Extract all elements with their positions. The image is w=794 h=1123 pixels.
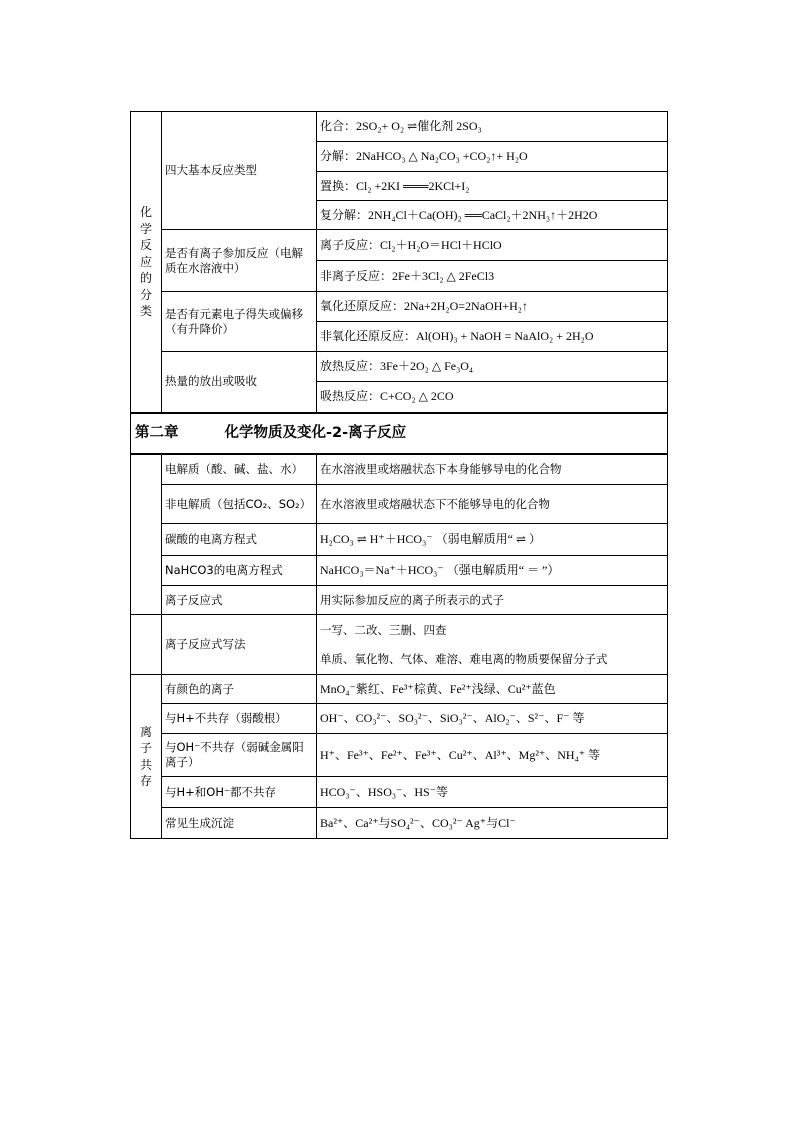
term-precipitates: 常见生成沉淀 [162, 808, 317, 839]
writing-note: 单质、氧化物、气体、难溶、难电离的物质要保留分子式 [320, 651, 608, 666]
content-oh-incompatible: H⁺、Fe³⁺、Fe²⁺、Fe³⁺、Cu²⁺、Al³⁺、Mg²⁺、NH₄⁺ 等 [317, 734, 668, 777]
definition-non-electrolyte: 在水溶液里或熔融状态下不能够导电的化合物 [317, 485, 668, 524]
category-redox: 是否有元素电子得失或偏移（有升降价） [162, 292, 317, 352]
reaction-endothermic: 吸热反应：C+CO₂ △ 2CO [317, 382, 668, 413]
reaction-ionic: 离子反应：Cl₂＋H₂O＝HCl＋HClO [317, 230, 668, 261]
chemistry-notes-table [130, 111, 668, 839]
coexistence-label: 离子共存 [131, 675, 162, 839]
reaction-redox: 氧化还原反应：2Na+2H₂O=2NaOH+H₂↑ [317, 292, 668, 322]
content-h-incompatible: OH⁻、CO₃²⁻、SO₃²⁻、SiO₃²⁻、AlO₂⁻、S²⁻、F⁻ 等 [317, 704, 668, 734]
definition-electrolyte: 在水溶液里或熔融状态下本身能够导电的化合物 [317, 454, 668, 485]
content-colored-ions: MnO₄⁻紫红、Fe³⁺棕黄、Fe²⁺浅绿、Cu²⁺蓝色 [317, 675, 668, 704]
concepts-blank-cell [131, 454, 162, 615]
reaction-exothermic: 放热反应：3Fe＋2O₂ △ Fe₃O₄ [317, 352, 668, 382]
term-both-incompatible: 与H+和OH⁻都不共存 [162, 777, 317, 808]
writing-steps: 一写、二改、三删、四查 [320, 622, 447, 637]
reaction-non-ionic: 非离子反应：2Fe＋3Cl₂ △ 2FeCl3 [317, 261, 668, 292]
reaction-non-redox: 非氧化还原反应：Al(OH)₃ + NaOH = NaAlO₂ + 2H₂O [317, 322, 668, 352]
writing-content [317, 615, 668, 675]
term-ionic-equation: 离子反应式 [162, 586, 317, 615]
reaction-decomposition: 分解：2NaHCO₃ △ Na₂CO₃ +CO₂↑+ H₂O [317, 142, 668, 172]
term-carbonic-acid: 碳酸的电离方程式 [162, 524, 317, 556]
reaction-combination: 化合：2SO₂+ O₂ ⇌催化剂 2SO₃ [317, 112, 668, 142]
category-basic-types: 四大基本反应类型 [162, 112, 317, 230]
term-colored-ions: 有颜色的离子 [162, 675, 317, 704]
category-heat: 热量的放出或吸收 [162, 352, 317, 413]
content-both-incompatible: HCO₃⁻、HSO₃⁻、HS⁻等 [317, 777, 668, 808]
definition-carbonic-acid: H₂CO₃ ⇌ H⁺＋HCO₃⁻ （弱电解质用“ ⇌ ） [317, 524, 668, 556]
chapter-title: 化学物质及变化-2-离子反应 [224, 424, 407, 441]
chapter-number: 第二章 [135, 424, 179, 441]
writing-blank-cell [131, 615, 162, 675]
definition-nahco3: NaHCO₃＝Na⁺＋HCO₃⁻ （强电解质用“ ＝ ”） [317, 556, 668, 586]
term-nahco3: NaHCO3的电离方程式 [162, 556, 317, 586]
chapter-heading [131, 413, 668, 454]
reaction-displacement: 置换：Cl₂ +2KI ═══2KCl+I₂ [317, 172, 668, 201]
definition-ionic-equation: 用实际参加反应的离子所表示的式子 [317, 586, 668, 615]
term-non-electrolyte: 非电解质（包括CO₂、SO₂） [162, 485, 317, 524]
term-h-incompatible: 与H+不共存（弱酸根） [162, 704, 317, 734]
reaction-double-displacement: 复分解：2NH₄Cl＋Ca(OH)₂ ══CaCl₂＋2NH₃↑＋2H2O [317, 201, 668, 230]
category-ionic: 是否有离子参加反应（电解质在水溶液中） [162, 230, 317, 292]
notes-sheet [130, 111, 667, 839]
term-oh-incompatible: 与OH⁻不共存（弱碱金属阳离子） [162, 734, 317, 777]
classification-label: 化学反应的分类 [131, 112, 162, 413]
content-precipitates: Ba²⁺、Ca²⁺与SO₄²⁻、CO₃²⁻ Ag⁺与Cl⁻ [317, 808, 668, 839]
term-electrolyte: 电解质（酸、碱、盐、水） [162, 454, 317, 485]
term-writing: 离子反应式写法 [162, 615, 317, 675]
